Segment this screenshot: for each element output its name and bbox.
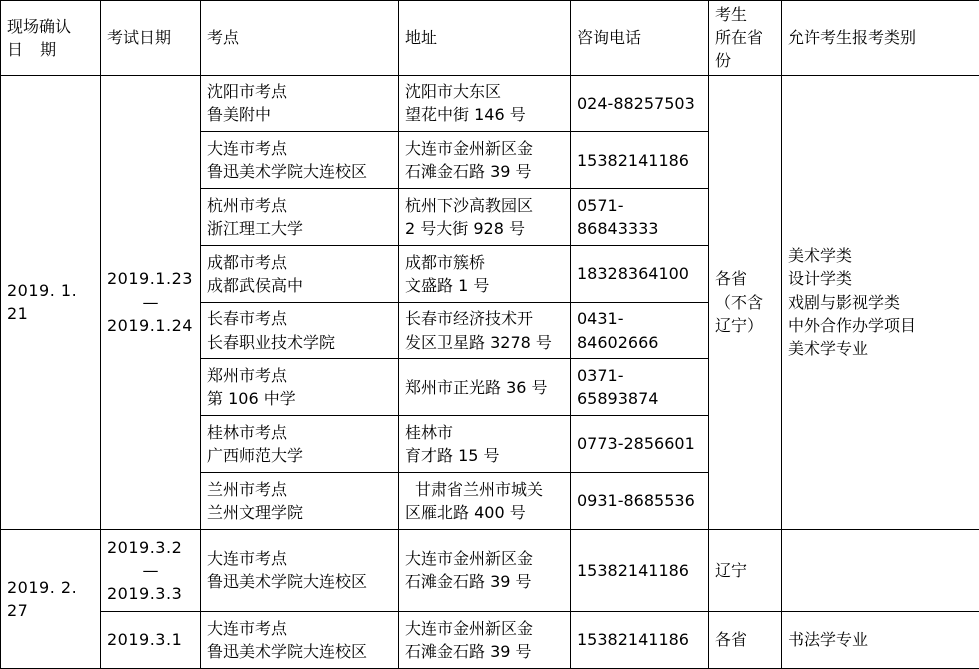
province-line-2: （不含 bbox=[715, 292, 764, 312]
address-line-1: 大连市金州新区金 bbox=[405, 618, 534, 638]
address-line-2: 石滩金石路 39 号 bbox=[405, 642, 532, 662]
site-line-1: 郑州市考点 bbox=[207, 366, 288, 386]
address-line-1: 大连市金州新区金 bbox=[405, 139, 534, 159]
table-row bbox=[1, 529, 979, 611]
table-header-row bbox=[1, 1, 979, 76]
address-line-2: 育才路 15 号 bbox=[405, 446, 500, 466]
site-cell bbox=[201, 529, 399, 611]
address-line-1: 大连市金州新区金 bbox=[405, 549, 534, 569]
site-line-2: 长春职业技术学院 bbox=[207, 332, 336, 352]
confirm-date-cell-2 bbox=[1, 529, 101, 668]
phone-cell: 18328364100 bbox=[571, 245, 709, 302]
header-categories: 允许考生报考类别 bbox=[782, 1, 979, 76]
address-line-1: 成都市簇桥 bbox=[405, 252, 486, 272]
phone-cell: 0371-65893874 bbox=[571, 359, 709, 416]
site-cell bbox=[201, 75, 399, 132]
province-cell-2 bbox=[709, 529, 782, 611]
site-cell bbox=[201, 132, 399, 189]
address-cell bbox=[399, 189, 571, 246]
province-line-3: 辽宁） bbox=[715, 315, 764, 335]
address-cell bbox=[399, 302, 571, 359]
address-line-2: 发区卫星路 3278 号 bbox=[405, 332, 552, 352]
phone-cell: 0571-86843333 bbox=[571, 189, 709, 246]
address-line-2: 望花中街 146 号 bbox=[405, 105, 526, 125]
confirm-date-cell-1 bbox=[1, 75, 101, 529]
site-cell bbox=[201, 302, 399, 359]
site-cell bbox=[201, 612, 399, 669]
table-row bbox=[1, 612, 979, 669]
site-line-1: 桂林市考点 bbox=[207, 422, 288, 442]
header-province-line1: 考生 bbox=[715, 5, 748, 24]
address-line-2: 文盛路 1 号 bbox=[405, 275, 490, 295]
address-line-1: 郑州市正光路 36 号 bbox=[405, 377, 548, 397]
address-line-1: 沈阳市大东区 bbox=[405, 82, 502, 102]
header-province bbox=[709, 1, 782, 76]
address-line-2: 石滩金石路 39 号 bbox=[405, 572, 532, 592]
address-cell bbox=[399, 132, 571, 189]
exam-date-start: 2019.3.1 bbox=[107, 630, 183, 650]
exam-date-end: 2019.1.24 bbox=[107, 315, 193, 335]
site-line-1: 大连市考点 bbox=[207, 549, 288, 569]
address-cell bbox=[399, 245, 571, 302]
exam-date-cell-2 bbox=[101, 529, 201, 611]
header-confirm-date-line2: 日 期 bbox=[7, 39, 63, 59]
site-cell bbox=[201, 189, 399, 246]
address-cell bbox=[399, 359, 571, 416]
site-line-1: 成都市考点 bbox=[207, 252, 288, 272]
province-line-1: 各省 bbox=[715, 630, 748, 650]
category-line-1: 美术学类 bbox=[788, 246, 853, 266]
header-address: 地址 bbox=[399, 1, 571, 76]
site-line-2: 兰州文理学院 bbox=[207, 502, 304, 522]
address-cell bbox=[399, 472, 571, 529]
category-line-4: 中外合作办学项目 bbox=[788, 315, 917, 335]
province-cell-3 bbox=[709, 612, 782, 669]
province-line-1: 辽宁 bbox=[715, 560, 748, 580]
header-exam-date: 考试日期 bbox=[101, 1, 201, 76]
site-cell bbox=[201, 472, 399, 529]
address-line-2: 区雁北路 400 号 bbox=[405, 502, 526, 522]
header-site: 考点 bbox=[201, 1, 399, 76]
phone-cell: 0431-84602666 bbox=[571, 302, 709, 359]
exam-date-dash: — bbox=[142, 560, 159, 580]
address-line-2: 石滩金石路 39 号 bbox=[405, 162, 532, 182]
exam-date-cell-3 bbox=[101, 612, 201, 669]
site-line-1: 杭州市考点 bbox=[207, 195, 288, 215]
address-cell bbox=[399, 529, 571, 611]
exam-date-end: 2019.3.3 bbox=[107, 583, 183, 603]
header-phone: 咨询电话 bbox=[571, 1, 709, 76]
phone-cell: 15382141186 bbox=[571, 612, 709, 669]
phone-cell: 0931-8685536 bbox=[571, 472, 709, 529]
address-cell bbox=[399, 612, 571, 669]
site-line-2: 浙江理工大学 bbox=[207, 218, 304, 238]
site-line-2: 鲁迅美术学院大连校区 bbox=[207, 642, 368, 662]
province-line-1: 各省 bbox=[715, 269, 748, 289]
categories-cell-3 bbox=[782, 612, 979, 669]
category-line-1: 书法学专业 bbox=[788, 630, 869, 650]
address-line-1: 长春市经济技术开 bbox=[405, 309, 534, 329]
category-line-3: 戏剧与影视学类 bbox=[788, 292, 901, 312]
site-cell bbox=[201, 359, 399, 416]
header-confirm-date-line1: 现场确认 bbox=[7, 16, 72, 36]
address-line-1: 杭州下沙高教园区 bbox=[405, 195, 534, 215]
province-cell-1 bbox=[709, 75, 782, 529]
header-province-line2: 所在省份 bbox=[715, 28, 764, 71]
site-line-1: 沈阳市考点 bbox=[207, 82, 288, 102]
category-line-2: 设计学类 bbox=[788, 269, 853, 289]
confirm-date-text: 2019. 2. 27 bbox=[7, 577, 78, 620]
address-line-2: 2 号大街 928 号 bbox=[405, 218, 525, 238]
site-line-2: 第 106 中学 bbox=[207, 389, 296, 409]
site-line-1: 大连市考点 bbox=[207, 618, 288, 638]
site-cell bbox=[201, 245, 399, 302]
phone-cell: 0773-2856601 bbox=[571, 416, 709, 473]
site-cell bbox=[201, 416, 399, 473]
phone-cell: 024-88257503 bbox=[571, 75, 709, 132]
categories-cell-1 bbox=[782, 75, 979, 529]
exam-date-start: 2019.1.23 bbox=[107, 269, 193, 289]
address-line-1: 桂林市 bbox=[405, 422, 454, 442]
header-confirm-date bbox=[1, 1, 101, 76]
site-line-2: 成都武侯高中 bbox=[207, 275, 304, 295]
site-line-2: 鲁迅美术学院大连校区 bbox=[207, 572, 368, 592]
category-line-5: 美术学专业 bbox=[788, 338, 869, 358]
address-cell bbox=[399, 75, 571, 132]
exam-date-dash: — bbox=[142, 292, 159, 312]
table-row bbox=[1, 75, 979, 132]
site-line-2: 广西师范大学 bbox=[207, 446, 304, 466]
site-line-2: 鲁美附中 bbox=[207, 105, 272, 125]
phone-cell: 15382141186 bbox=[571, 529, 709, 611]
phone-cell: 15382141186 bbox=[571, 132, 709, 189]
address-cell bbox=[399, 416, 571, 473]
site-line-1: 长春市考点 bbox=[207, 309, 288, 329]
site-line-2: 鲁迅美术学院大连校区 bbox=[207, 162, 368, 182]
site-line-1: 兰州市考点 bbox=[207, 479, 288, 499]
exam-date-start: 2019.3.2 bbox=[107, 537, 183, 557]
address-line-1: 甘肃省兰州市城关 bbox=[415, 479, 544, 499]
confirm-date-text: 2019. 1. 21 bbox=[7, 280, 78, 324]
exam-date-cell-1 bbox=[101, 75, 201, 529]
categories-cell-2 bbox=[782, 529, 979, 611]
site-line-1: 大连市考点 bbox=[207, 139, 288, 159]
